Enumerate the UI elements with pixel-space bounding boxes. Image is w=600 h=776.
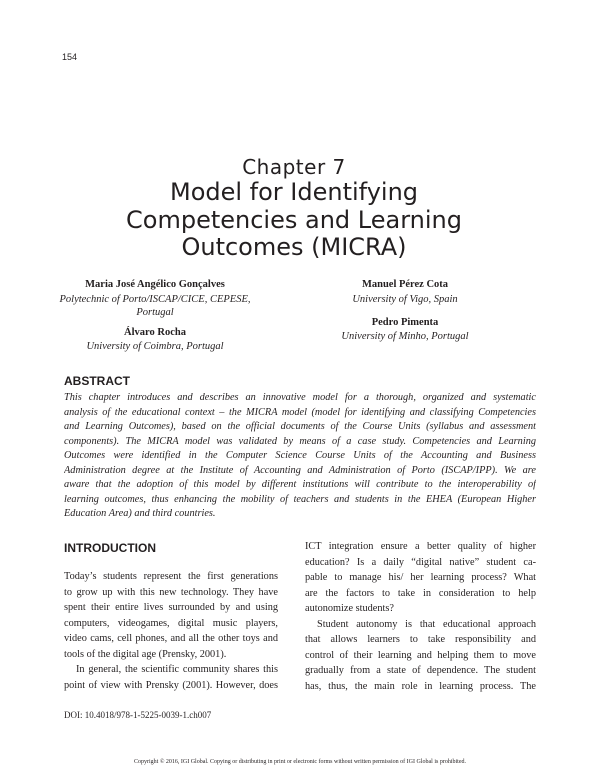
- page-number: 154: [62, 52, 78, 62]
- author-affiliation: University of Vigo, Spain: [352, 294, 458, 305]
- author-affiliation: Polytechnic of Porto/ISCAP/CICE, CEPESE,: [59, 294, 251, 305]
- body-line: autonomize students?: [305, 603, 394, 614]
- introduction-heading: INTRODUCTION: [64, 541, 156, 555]
- body-line: that allows learners to take responsibility and: [305, 634, 536, 645]
- body-line: gradually from a state of dependence. The student: [305, 665, 536, 676]
- body-line: to grow up with this new technology. They have: [64, 586, 278, 598]
- body-line: spent their entire lives surrounded by and using: [64, 602, 278, 613]
- author-affiliation: University of Coimbra, Portugal: [86, 341, 224, 352]
- chapter-label: Chapter 7: [242, 155, 346, 179]
- author-name: Manuel Pérez Cota: [361, 279, 449, 290]
- author-name: Pedro Pimenta: [371, 317, 439, 328]
- abstract-line: Outcomes were identified in the Computer Science Course Units of the Accounting and Business: [64, 450, 536, 461]
- author-name: Maria José Angélico Gonçalves: [85, 279, 225, 290]
- abstract-line: This chapter introduces and describes an innovative model for a thorough, organized and systematic: [64, 392, 536, 403]
- author-affiliation: University of Minho, Portugal: [341, 331, 469, 342]
- body-line: computers, videogames, digital music players,: [64, 617, 278, 629]
- abstract-line: and Learning Outcomes), based on the official documents of the Course Units (syllabus and assessment: [64, 421, 536, 432]
- abstract-line: components). The MICRA model was validated by means of a case study. Competencies and Learning: [64, 435, 536, 447]
- body-line: ICT integration ensure a better quality of higher: [305, 541, 536, 552]
- body-line: In general, the scientific community shares this: [76, 664, 278, 675]
- body-line: has, thus, the main role in learning process. The: [305, 680, 536, 692]
- author-affiliation: Portugal: [136, 307, 174, 318]
- body-line: education? Is a daily “digital native” student ca-: [305, 556, 536, 568]
- body-line: Student autonomy is that educational approach: [317, 618, 536, 630]
- body-line: point of view with Prensky (2001). However, does: [64, 679, 278, 691]
- chapter-title-line: Outcomes (MICRA): [181, 233, 407, 261]
- body-line: Today’s students represent the first generations: [64, 571, 278, 582]
- author-name: Álvaro Rocha: [124, 327, 186, 338]
- chapter-title-line: Competencies and Learning: [126, 206, 462, 234]
- copyright-notice: Copyright © 2016, IGI Global. Copying or distributing in print or electronic forms without written permission of IGI Global is prohibited.: [133, 759, 466, 765]
- abstract-line: learning outcomes, thus enhancing the mobility of teachers and students in the EHEA (European Higher: [64, 493, 536, 505]
- abstract-heading: ABSTRACT: [64, 374, 130, 388]
- abstract-line: Education Area) and third countries.: [64, 508, 216, 519]
- body-line: tools of the digital age (Prensky, 2001).: [64, 648, 227, 660]
- abstract-line: analysis of the educational context – the MICRA model (model for identifying and classifying Competencies: [64, 406, 536, 418]
- abstract-line: aware that the adoption of this model by different institutions will contribute to the interoperability of: [64, 479, 536, 490]
- doi: DOI: 10.4018/978-1-5225-0039-1.ch007: [64, 710, 212, 720]
- chapter-title-line: Model for Identifying: [169, 178, 419, 206]
- body-line: control of their learning and helping them to move: [305, 649, 536, 661]
- body-line: are the factors to take in consideration to help: [305, 587, 536, 599]
- abstract-line: Administration degree at the Institute of Accounting and Administration of Porto (ISCAP/IPP). We are: [64, 464, 536, 476]
- body-line: pable to manage his/ her learning process? What: [305, 572, 536, 583]
- body-line: video cams, cell phones, and all the other toys and: [64, 633, 278, 644]
